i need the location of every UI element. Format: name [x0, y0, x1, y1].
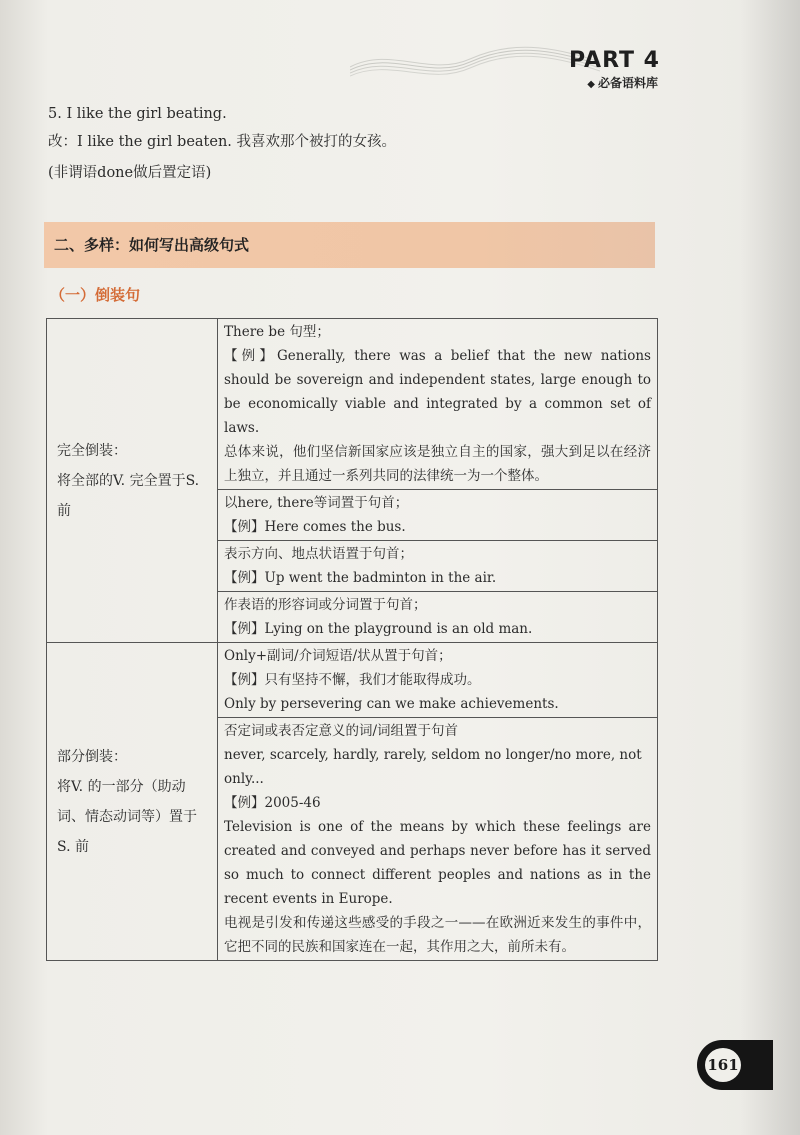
- diamond-icon: ◆: [587, 79, 595, 90]
- full-inversion-title: 完全倒装：: [57, 442, 127, 459]
- spine-shadow: [740, 0, 800, 1135]
- negative-word-list: never, scarcely, hardly, rarely, seldom no longer/no more, not only...: [224, 747, 642, 787]
- rule-text: 否定词或表否定意义的词/词组置于句首: [224, 723, 459, 739]
- section-subtitle: （一）倒装句: [50, 286, 141, 304]
- rule-text: Only+副词/介词短语/状从置于句首；: [224, 648, 452, 664]
- partial-inversion-title: 部分倒装：: [57, 748, 127, 765]
- example-english: Television is one of the means by which these feelings are created and conveyed and perhaps never before has it served so much to connect different peoples and nations as in the recent events in Europe.: [224, 819, 651, 907]
- translation-text: Only by persevering can we make achievements.: [224, 696, 559, 712]
- example-text: 【例】Here comes the bus.: [224, 519, 406, 535]
- table-row: [47, 319, 658, 490]
- example-text: 【例】只有坚持不懈，我们才能取得成功。: [224, 672, 481, 688]
- translation-text: 电视是引发和传递这些感受的手段之一——在欧洲近来发生的事件中，它把不同的民族和国家连在一起，其作用之大，前所未有。: [224, 915, 651, 955]
- table-cell: [218, 718, 658, 961]
- header-wave-decoration: [350, 40, 600, 90]
- inversion-table: [46, 318, 658, 961]
- page-number-tab: [697, 1040, 773, 1090]
- page-number: 161: [705, 1048, 741, 1082]
- part-label: PART 4: [568, 48, 660, 73]
- section-title: 二、多样：如何写出高级句式: [54, 236, 250, 254]
- rule-text: 表示方向、地点状语置于句首；: [224, 546, 413, 562]
- intro-line-1: 5. I like the girl beating.: [48, 106, 227, 122]
- full-inversion-desc: 将全部的V. 完全置于S. 前: [57, 472, 200, 519]
- table-row: [47, 643, 658, 718]
- part-subtitle: [587, 74, 658, 91]
- part-subtitle-text: 必备语料库: [597, 76, 658, 90]
- rule-text: There be 句型；: [224, 324, 330, 340]
- full-inversion-category: [47, 319, 218, 643]
- table-cell: [218, 592, 658, 643]
- rule-text: 作表语的形容词或分词置于句首；: [224, 597, 427, 613]
- section-banner: [44, 222, 655, 268]
- rule-text: 以here, there等词置于句首；: [224, 495, 409, 511]
- table-cell: [218, 643, 658, 718]
- intro-line-3: (非谓语done做后置定语): [48, 165, 212, 181]
- table-cell: [218, 541, 658, 592]
- example-text: 【例】Up went the badminton in the air.: [224, 570, 497, 586]
- table-cell: [218, 319, 658, 490]
- table-cell: [218, 490, 658, 541]
- translation-text: 总体来说，他们坚信新国家应该是独立自主的国家，强大到足以在经济上独立，并且通过一系列共同的法律统一为一个整体。: [224, 444, 651, 484]
- intro-line-2: 改：I like the girl beaten. 我喜欢那个被打的女孩。: [48, 134, 397, 150]
- example-text: 【例】2005-46: [224, 795, 321, 811]
- example-text: 【例】Lying on the playground is an old man.: [224, 621, 533, 637]
- partial-inversion-category: [47, 643, 218, 961]
- example-text: 【例】Generally, there was a belief that the new nations should be sovereign and independent states, large enough to be economically viable and integrated by a common set of laws.: [224, 348, 651, 436]
- partial-inversion-desc: 将V. 的一部分（助动词、情态动词等）置于S. 前: [57, 778, 197, 855]
